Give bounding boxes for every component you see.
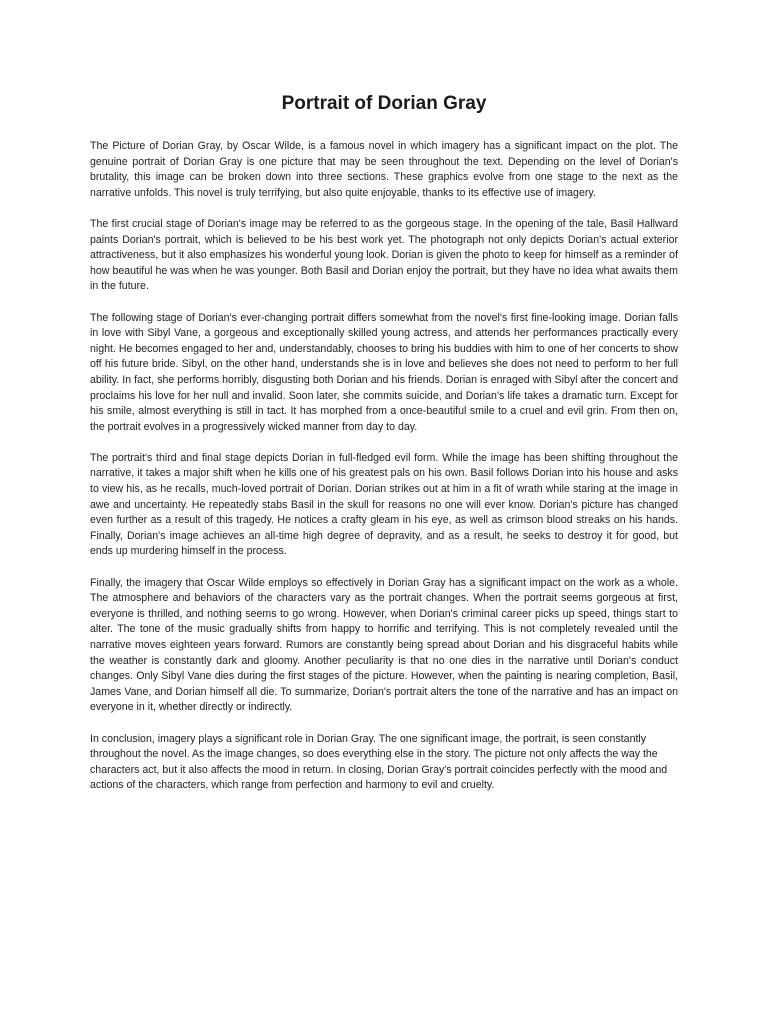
paragraph-intro: The Picture of Dorian Gray, by Oscar Wilde, is a famous novel in which imagery has a significant impact on the plot. The genuine portrait of Dorian Gray is one picture that may be seen throughout the text. Depending on the level of Dorian's brutality, this image can be broken down into three sections. These graphics evolve from one stage to the next as the narrative unfolds. This novel is truly terrifying, but also quite enjoyable, thanks to its effective use of imagery. (90, 140, 678, 199)
document-body (90, 139, 678, 810)
paragraph-second-stage: The following stage of Dorian's ever-changing portrait differs somewhat from the novel's first fine-looking image. Dorian falls in love with Sibyl Vane, a gorgeous and exceptionally skilled young actress, and attends her performances practically every night. He becomes engaged to her and, understandably, chooses to bring his buddies with him to one of her concerts to show off his future bride. Sibyl, on the other hand, understands she is in love and believes she does not need to perform to her full ability. In fact, she performs horribly, disgusting both Dorian and his friends. Dorian is enraged with Sibyl after the concert and proclaims his love for her null and invalid. Soon later, she commits suicide, and Dorian's life takes a dramatic turn. Except for his smile, almost everything is still in tact. It has morphed from a once-beautiful smile to a cruel and evil grin. From then on, the portrait evolves in a progressively wicked manner from day to day. (90, 311, 678, 433)
paragraph-imagery-impact: Finally, the imagery that Oscar Wilde employs so effectively in Dorian Gray has a significant impact on the work as a whole. The atmosphere and behaviors of the characters vary as the portrait changes. When the portrait seems gorgeous at first, everyone is thrilled, and nothing seems to go wrong. However, when Dorian's criminal career picks up speed, things start to alter. The tone of the music gradually shifts from happy to horrific and terrifying. This is not completely revealed until the narrative moves eighteen years forward. Rumors are constantly being spread about Dorian and his disgraceful habits while the weather is constantly dark and gloomy. Another peculiarity is that no one dies in the narrative until Dorian's conduct changes. Only Sibyl Vane dies during the first stages of the picture. However, when the painting is nearing completion, Basil, James Vane, and Dorian himself all die. To summarize, Dorian's portrait alters the tone of the narrative and has an impact on everyone in it, whether directly or indirectly. (90, 576, 678, 714)
paragraph-first-stage: The first crucial stage of Dorian's image may be referred to as the gorgeous stage. In the opening of the tale, Basil Hallward paints Dorian's portrait, which is believed to be his best work yet. The photograph not only depicts Dorian's actual exterior attractiveness, but it also emphasizes his wonderful young look. Dorian is given the photo to keep for himself as a reminder of how beautiful he was when he was younger. Both Basil and Dorian enjoy the portrait, but they have no idea what awaits them in the future. (90, 217, 678, 293)
document-title: Portrait of Dorian Gray (281, 93, 487, 114)
paragraph-third-stage: The portrait's third and final stage depicts Dorian in full-fledged evil form. While the image has been shifting throughout the narrative, it takes a major shift when he kills one of his greatest pals on his own. Basil follows Dorian into his house and asks to view his, as he recalls, much-loved portrait of Dorian. Dorian strikes out at him in a fit of wrath while staring at the image in awe and uncertainty. He repeatedly stabs Basil in the skull for reasons no one will ever know. Dorian's picture has changed even further as a result of this tragedy. He notices a crafty gleam in his eye, as well as crimson blood streaks on his hands. Finally, Dorian's image achieves an all-time high degree of depravity, and as a result, he seeks to destroy it for good, but ends up murdering himself in the process. (90, 451, 678, 558)
paragraph-conclusion: In conclusion, imagery plays a significant role in Dorian Gray. The one significant image, the portrait, is seen constantly throughout the novel. As the image changes, so does everything else in the story. The picture not only affects the way the characters act, but it also affects the mood in return. In closing, Dorian Gray's portrait coincides perfectly with the mood and actions of the characters, which range from perfection and harmony to evil and cruelty. (90, 732, 668, 792)
